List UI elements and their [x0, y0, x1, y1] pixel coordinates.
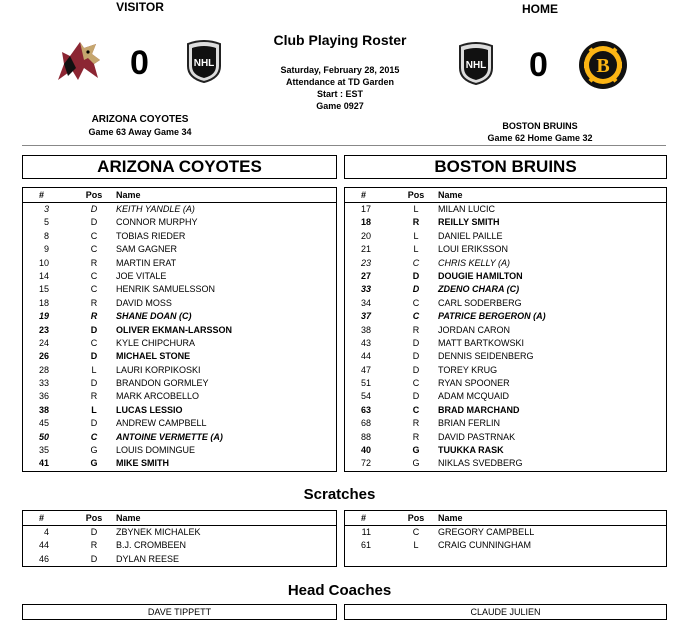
player-number: 8 [43, 230, 49, 241]
player-name: HENRIK SAMUELSSON [116, 284, 216, 295]
page-title: Club Playing Roster [273, 32, 407, 48]
svg-text:NHL: NHL [193, 58, 215, 69]
nhl-logo [184, 40, 224, 86]
player-name: DENNIS SEIDENBERG [438, 351, 534, 362]
player-position: R [90, 311, 98, 322]
player-name: BRIAN FERLIN [438, 418, 501, 429]
player-position: L [413, 230, 419, 241]
player-position: D [90, 378, 98, 389]
table-row [345, 350, 666, 363]
player-number: 28 [38, 364, 49, 375]
player-position: D [412, 270, 420, 281]
table-header [345, 188, 666, 203]
player-name: PATRICE BERGERON (A) [438, 311, 546, 322]
player-position: R [412, 431, 420, 442]
player-name: CARL SODERBERG [438, 297, 522, 308]
player-position: R [412, 324, 420, 335]
player-name: DYLAN REESE [116, 553, 180, 564]
player-position: R [90, 297, 98, 308]
player-number: 27 [360, 270, 371, 281]
player-position: D [412, 351, 420, 362]
player-number: 88 [360, 431, 371, 442]
table-row [345, 417, 666, 430]
player-name: B.J. CROMBEEN [116, 540, 187, 551]
player-number: 24 [38, 337, 49, 348]
table-row [345, 270, 666, 283]
player-name: REILLY SMITH [438, 217, 500, 228]
player-position: C [412, 257, 420, 268]
player-number: 10 [38, 257, 49, 268]
player-name: TOREY KRUG [438, 364, 498, 375]
player-position: D [412, 284, 420, 295]
col-name-header: Name [116, 190, 141, 200]
visitor-roster-table [22, 187, 337, 472]
player-position: D [90, 217, 98, 228]
table-row [23, 526, 336, 539]
table-row [23, 270, 336, 283]
player-number: 45 [38, 418, 49, 429]
player-name: RYAN SPOONER [438, 378, 510, 389]
col-name-header: Name [438, 513, 463, 523]
player-number: 9 [43, 244, 49, 255]
table-row [345, 203, 666, 216]
table-row [23, 364, 336, 377]
table-row [23, 553, 336, 566]
start-time: Start : EST [316, 89, 363, 99]
player-name: ANDREW CAMPBELL [116, 418, 207, 429]
player-name: ADAM MCQUAID [438, 391, 510, 402]
table-row [23, 310, 336, 323]
home-scratches-table [344, 510, 667, 567]
player-position: G [90, 445, 98, 456]
player-position: G [412, 445, 420, 456]
player-number: 54 [360, 391, 371, 402]
col-number-header: # [39, 190, 45, 200]
table-row [345, 283, 666, 296]
player-position: L [413, 204, 419, 214]
visitor-team-name: ARIZONA COYOTES [91, 114, 189, 125]
player-position: L [413, 244, 419, 255]
player-number: 15 [38, 284, 49, 295]
player-name: JOE VITALE [116, 270, 167, 281]
player-number: 26 [38, 351, 49, 362]
player-number: 36 [38, 391, 49, 402]
home-team-name: BOSTON BRUINS [502, 121, 578, 131]
table-row [23, 243, 336, 256]
player-position: G [90, 458, 98, 469]
player-number: 14 [38, 270, 49, 281]
table-row [345, 257, 666, 270]
col-pos-header: Pos [407, 513, 425, 523]
player-number: 50 [38, 431, 49, 442]
player-number: 23 [38, 324, 49, 335]
player-number: 72 [360, 458, 371, 469]
player-name: ANTOINE VERMETTE (A) [116, 431, 223, 442]
nhl-logo [456, 42, 496, 88]
home-team-header: BOSTON BRUINS [344, 155, 667, 179]
svg-text:NHL: NHL [465, 60, 487, 71]
player-name: MIKE SMITH [116, 458, 169, 469]
player-position: R [412, 217, 420, 228]
player-number: 3 [43, 204, 49, 214]
player-position: C [90, 244, 98, 255]
bruins-logo [578, 40, 628, 90]
player-name: MARTIN ERAT [116, 257, 177, 268]
table-row [345, 243, 666, 256]
player-number: 4 [43, 527, 49, 537]
player-name: KEITH YANDLE (A) [116, 204, 195, 214]
visitor-scratches-table [22, 510, 337, 567]
player-position: D [90, 418, 98, 429]
player-name: MARK ARCOBELLO [116, 391, 200, 402]
col-number-header: # [361, 513, 367, 523]
table-row [23, 350, 336, 363]
table-row [345, 444, 666, 457]
col-pos-header: Pos [85, 513, 103, 523]
player-number: 11 [361, 527, 371, 537]
table-row [345, 216, 666, 229]
home-roster-table [344, 187, 667, 472]
player-number: 23 [360, 257, 371, 268]
player-name: ZDENO CHARA (C) [438, 284, 520, 295]
divider [22, 145, 666, 146]
player-name: NIKLAS SVEDBERG [438, 458, 523, 469]
player-position: C [90, 230, 98, 241]
player-position: D [90, 204, 98, 214]
player-name: DANIEL PAILLE [438, 230, 503, 241]
table-row [345, 390, 666, 403]
player-position: C [412, 378, 420, 389]
player-number: 68 [360, 418, 371, 429]
player-name: KYLE CHIPCHURA [116, 337, 196, 348]
player-name: CHRIS KELLY (A) [438, 257, 511, 268]
table-row [23, 457, 336, 470]
player-number: 43 [360, 337, 371, 348]
table-row [345, 310, 666, 323]
table-row [23, 283, 336, 296]
table-row [23, 390, 336, 403]
player-number: 20 [360, 230, 371, 241]
player-position: R [90, 540, 98, 551]
scratches-title: Scratches [303, 486, 376, 503]
table-row [345, 539, 666, 552]
player-number: 44 [38, 540, 49, 551]
player-number: 46 [38, 553, 49, 564]
player-number: 44 [360, 351, 371, 362]
coyotes-logo [54, 38, 104, 84]
player-position: L [91, 364, 97, 375]
player-name: CRAIG CUNNINGHAM [438, 540, 532, 551]
player-name: LOUI ERIKSSON [438, 244, 509, 255]
player-name: OLIVER EKMAN-LARSSON [116, 324, 233, 335]
visitor-score: 0 [130, 44, 149, 82]
table-header [345, 511, 666, 526]
table-row [345, 457, 666, 470]
table-row [23, 417, 336, 430]
player-number: 5 [43, 217, 49, 228]
table-row [23, 324, 336, 337]
player-number: 47 [360, 364, 371, 375]
player-name: DAVID MOSS [116, 297, 172, 308]
player-name: SHANE DOAN (C) [116, 311, 192, 322]
player-number: 38 [38, 404, 49, 415]
player-name: MICHAEL STONE [116, 351, 191, 362]
player-number: 18 [360, 217, 371, 228]
player-position: C [412, 527, 420, 537]
player-position: R [90, 257, 98, 268]
home-game-info: Game 62 Home Game 32 [487, 133, 593, 143]
visitor-label: VISITOR [116, 0, 164, 14]
player-position: L [91, 404, 97, 415]
player-position: D [90, 351, 98, 362]
svg-text:B: B [596, 55, 610, 77]
table-row [23, 431, 336, 444]
player-number: 51 [360, 378, 371, 389]
col-number-header: # [39, 513, 45, 523]
table-row [23, 337, 336, 350]
player-number: 33 [360, 284, 371, 295]
table-row [345, 377, 666, 390]
coaches-title: Head Coaches [287, 582, 392, 599]
visitor-game-info: Game 63 Away Game 34 [88, 127, 192, 137]
player-name: LAURI KORPIKOSKI [116, 364, 201, 375]
table-row [23, 404, 336, 417]
player-name: JORDAN CARON [438, 324, 511, 335]
player-position: R [412, 418, 420, 429]
player-position: C [90, 284, 98, 295]
table-row [345, 337, 666, 350]
table-row [345, 526, 666, 539]
player-name: DAVID PASTRNAK [438, 431, 516, 442]
player-position: D [90, 553, 98, 564]
player-number: 41 [38, 458, 49, 469]
table-header [23, 511, 336, 526]
player-position: C [412, 297, 420, 308]
player-number: 40 [360, 445, 371, 456]
player-number: 61 [360, 540, 371, 551]
table-row [23, 539, 336, 552]
player-name: MILAN LUCIC [438, 204, 496, 214]
player-name: TUUKKA RASK [438, 445, 504, 456]
table-row [23, 216, 336, 229]
player-number: 63 [360, 404, 371, 415]
player-position: C [90, 270, 98, 281]
visitor-team-header: ARIZONA COYOTES [22, 155, 337, 179]
player-number: 35 [38, 445, 49, 456]
table-row [345, 230, 666, 243]
attendance: Attendance at TD Garden [285, 77, 395, 87]
table-header [23, 188, 336, 203]
table-row [23, 203, 336, 216]
col-name-header: Name [438, 190, 463, 200]
home-coach: CLAUDE JULIEN [344, 604, 667, 620]
table-row [23, 257, 336, 270]
player-number: 19 [38, 311, 49, 322]
player-name: DOUGIE HAMILTON [438, 270, 523, 281]
col-pos-header: Pos [407, 190, 425, 200]
player-name: CONNOR MURPHY [116, 217, 198, 228]
col-number-header: # [361, 190, 367, 200]
player-position: G [412, 458, 420, 469]
table-row [345, 297, 666, 310]
player-position: C [90, 431, 98, 442]
table-row [23, 444, 336, 457]
player-number: 34 [360, 297, 371, 308]
player-position: C [90, 337, 98, 348]
table-row [345, 364, 666, 377]
home-label: HOME [522, 2, 558, 16]
player-number: 18 [38, 297, 49, 308]
col-pos-header: Pos [85, 190, 103, 200]
player-number: 37 [360, 311, 371, 322]
table-row [345, 404, 666, 417]
empty-row [345, 553, 666, 566]
player-position: D [412, 364, 420, 375]
player-position: D [412, 391, 420, 402]
table-row [23, 297, 336, 310]
player-name: ZBYNEK MICHALEK [116, 527, 201, 537]
player-position: C [412, 311, 420, 322]
player-number: 38 [360, 324, 371, 335]
table-row [23, 377, 336, 390]
table-row [345, 324, 666, 337]
game-date: Saturday, February 28, 2015 [280, 65, 400, 75]
player-name: TOBIAS RIEDER [116, 230, 186, 241]
table-row [345, 431, 666, 444]
visitor-coach: DAVE TIPPETT [22, 604, 337, 620]
player-position: R [90, 391, 98, 402]
player-name: LOUIS DOMINGUE [116, 445, 196, 456]
player-position: D [90, 527, 98, 537]
player-number: 17 [360, 204, 371, 214]
player-name: BRAD MARCHAND [438, 404, 520, 415]
player-name: SAM GAGNER [116, 244, 178, 255]
player-name: LUCAS LESSIO [116, 404, 183, 415]
player-number: 33 [38, 378, 49, 389]
player-position: D [90, 324, 98, 335]
player-position: D [412, 337, 420, 348]
table-row [23, 230, 336, 243]
player-position: L [413, 540, 419, 551]
game-number: Game 0927 [316, 101, 364, 111]
player-name: BRANDON GORMLEY [116, 378, 209, 389]
player-position: C [412, 404, 420, 415]
player-number: 21 [360, 244, 371, 255]
player-name: GREGORY CAMPBELL [438, 527, 535, 537]
player-name: MATT BARTKOWSKI [438, 337, 525, 348]
home-score: 0 [529, 46, 548, 84]
col-name-header: Name [116, 513, 141, 523]
